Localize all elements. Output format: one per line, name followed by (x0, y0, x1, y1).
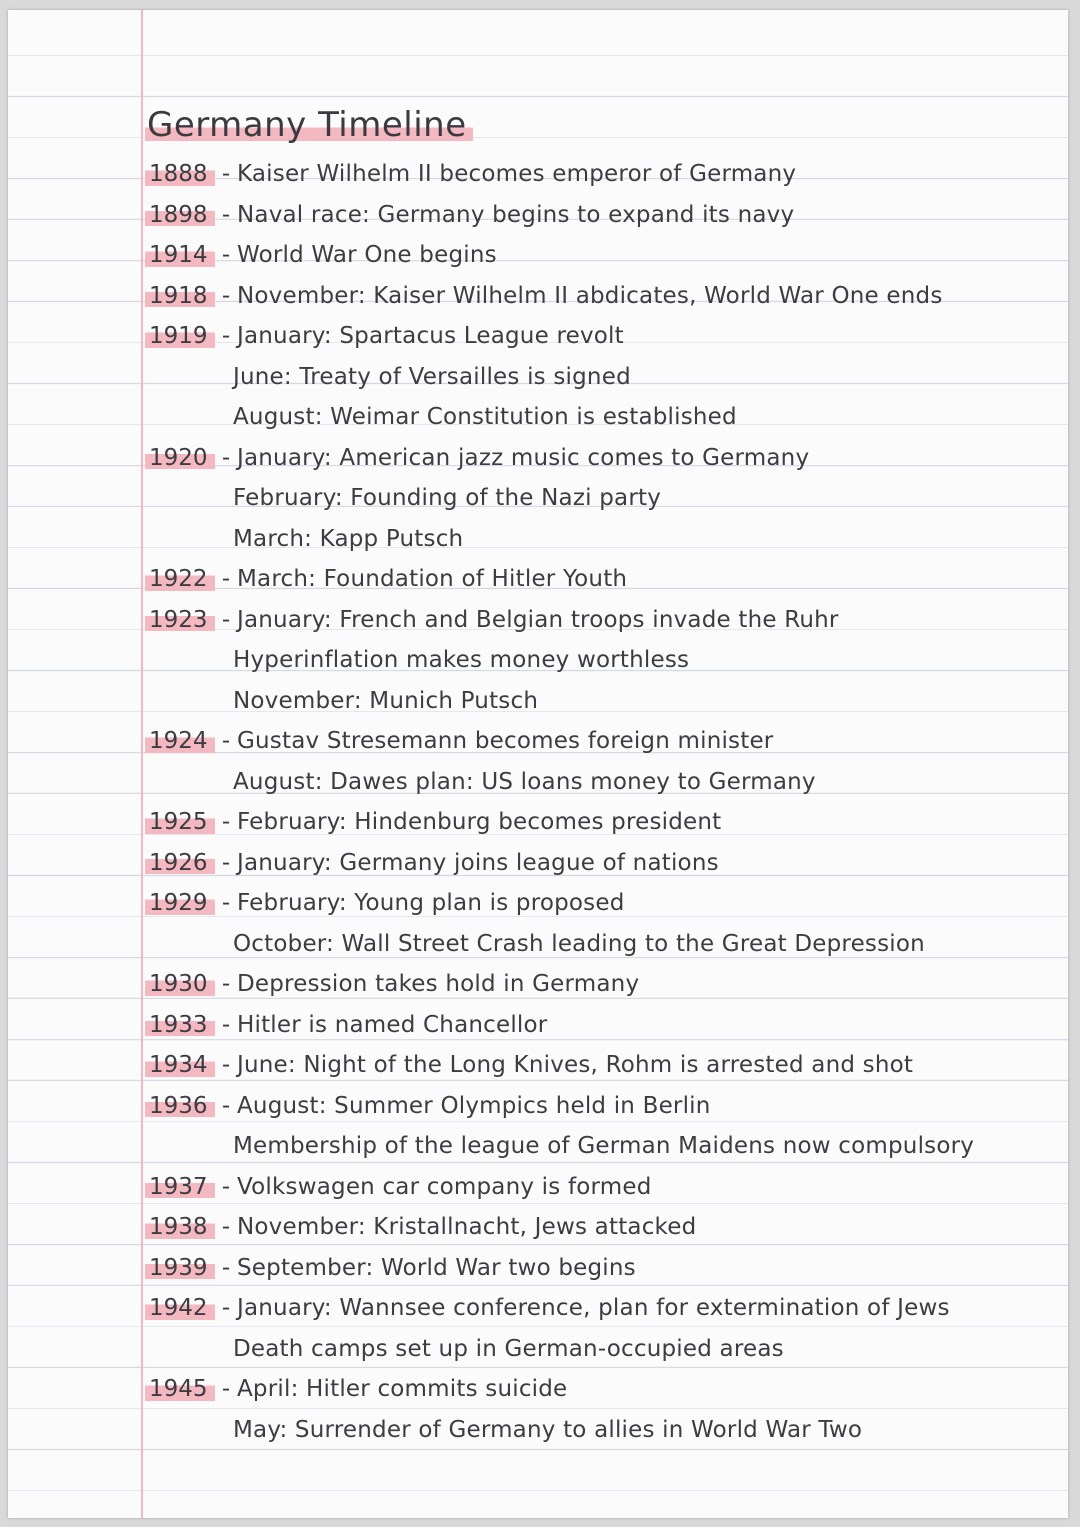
timeline-content (145, 102, 1060, 1450)
page-title: Germany Timeline (145, 102, 473, 148)
entry-dash: - (221, 323, 231, 349)
entry-text: June: Night of the Long Knives, Rohm is arrested and shot (237, 1052, 914, 1078)
entry-text: World War One begins (237, 242, 497, 268)
timeline-entry (145, 195, 1060, 236)
entry-dash: - (221, 1376, 231, 1402)
entry-dash: - (221, 1214, 231, 1240)
timeline-entry (145, 964, 1060, 1005)
timeline-entry (145, 1369, 1060, 1410)
timeline-entry (145, 559, 1060, 600)
timeline-list (145, 154, 1060, 1450)
entry-dash: - (221, 444, 231, 471)
timeline-entry (145, 357, 1060, 398)
entry-year: 1933 (145, 1005, 215, 1046)
timeline-entry (145, 843, 1060, 884)
entry-text: Membership of the league of German Maidens now compulsory (233, 1133, 975, 1159)
entry-text: September: World War two begins (237, 1254, 636, 1281)
margin-line (141, 10, 143, 1518)
entry-text: March: Foundation of Hitler Youth (237, 566, 628, 592)
entry-text: June: Treaty of Versailles is signed (233, 363, 631, 390)
entry-dash: - (221, 1011, 231, 1038)
entry-dash: - (221, 566, 231, 592)
entry-dash: - (221, 1052, 231, 1078)
entry-year: 1930 (145, 964, 215, 1005)
entry-text: January: Wannsee conference, plan for extermination of Jews (237, 1295, 950, 1321)
timeline-entry (145, 519, 1060, 560)
entry-dash: - (221, 242, 231, 268)
entry-text: November: Kristallnacht, Jews attacked (237, 1214, 697, 1240)
entry-year: 1937 (145, 1167, 215, 1208)
timeline-entry (145, 721, 1060, 762)
timeline-entry (145, 600, 1060, 641)
entry-dash: - (221, 1254, 231, 1281)
timeline-entry (145, 1086, 1060, 1127)
entry-dash: - (221, 809, 231, 835)
entry-text: Hyperinflation makes money worthless (233, 647, 690, 673)
timeline-entry (145, 397, 1060, 438)
entry-dash: - (221, 971, 231, 997)
timeline-entry (145, 762, 1060, 803)
entry-dash: - (221, 161, 231, 187)
entry-year: 1939 (145, 1248, 215, 1289)
timeline-entry (145, 1167, 1060, 1208)
entry-dash: - (221, 201, 231, 228)
entry-year: 1898 (145, 195, 215, 236)
entry-text: August: Dawes plan: US loans money to Germany (233, 768, 816, 795)
entry-text: November: Munich Putsch (233, 687, 539, 714)
entry-dash: - (221, 606, 231, 633)
entry-dash: - (221, 282, 231, 309)
entry-dash: - (221, 1173, 231, 1200)
entry-text: February: Young plan is proposed (237, 890, 625, 916)
entry-year: 1929 (145, 883, 215, 924)
entry-year: 1945 (145, 1369, 215, 1410)
entry-text: January: American jazz music comes to Germany (237, 444, 810, 471)
timeline-entry (145, 1410, 1060, 1451)
entry-year: 1925 (145, 802, 215, 843)
entry-year: 1926 (145, 843, 215, 884)
timeline-entry (145, 924, 1060, 965)
entry-year: 1922 (145, 559, 215, 600)
entry-year: 1914 (145, 235, 215, 276)
timeline-entry (145, 640, 1060, 681)
timeline-entry (145, 1329, 1060, 1370)
timeline-entry (145, 1126, 1060, 1167)
entry-text: Death camps set up in German-occupied areas (233, 1335, 784, 1362)
entry-year: 1938 (145, 1207, 215, 1248)
timeline-entry (145, 1207, 1060, 1248)
entry-dash: - (221, 849, 231, 876)
entry-text: January: Germany joins league of nations (237, 849, 719, 876)
entry-text: May: Surrender of Germany to allies in World War Two (233, 1416, 863, 1443)
timeline-entry (145, 681, 1060, 722)
timeline-entry (145, 1288, 1060, 1329)
entry-dash: - (221, 728, 231, 754)
entry-year: 1934 (145, 1045, 215, 1086)
entry-year: 1924 (145, 721, 215, 762)
entry-dash: - (221, 1092, 231, 1119)
timeline-entry (145, 438, 1060, 479)
entry-text: August: Weimar Constitution is established (233, 404, 737, 430)
entry-year: 1923 (145, 600, 215, 641)
timeline-entry (145, 235, 1060, 276)
entry-text: Depression takes hold in Germany (237, 971, 640, 997)
timeline-entry (145, 276, 1060, 317)
entry-year: 1920 (145, 438, 215, 479)
entry-text: March: Kapp Putsch (233, 525, 464, 552)
entry-text: February: Hindenburg becomes president (237, 809, 722, 835)
entry-year: 1919 (145, 316, 215, 357)
entry-text: Gustav Stresemann becomes foreign minister (237, 728, 774, 754)
entry-year: 1918 (145, 276, 215, 317)
entry-dash: - (221, 1295, 231, 1321)
timeline-entry (145, 316, 1060, 357)
entry-year: 1936 (145, 1086, 215, 1127)
entry-dash: - (221, 890, 231, 916)
entry-year: 1942 (145, 1288, 215, 1329)
timeline-entry (145, 478, 1060, 519)
entry-text: August: Summer Olympics held in Berlin (237, 1092, 711, 1119)
entry-year: 1888 (145, 154, 215, 195)
timeline-entry (145, 1005, 1060, 1046)
entry-text: February: Founding of the Nazi party (233, 485, 662, 511)
timeline-entry (145, 154, 1060, 195)
entry-text: Kaiser Wilhelm II becomes emperor of Germany (237, 161, 797, 187)
entry-text: January: Spartacus League revolt (237, 323, 624, 349)
entry-text: Hitler is named Chancellor (237, 1011, 548, 1038)
entry-text: November: Kaiser Wilhelm II abdicates, World War One ends (237, 282, 943, 309)
entry-text: October: Wall Street Crash leading to the Great Depression (233, 930, 925, 957)
entry-text: Volkswagen car company is formed (237, 1173, 652, 1200)
entry-text: April: Hitler commits suicide (237, 1376, 568, 1402)
timeline-entry (145, 1248, 1060, 1289)
timeline-entry (145, 883, 1060, 924)
timeline-entry (145, 802, 1060, 843)
timeline-entry (145, 1045, 1060, 1086)
entry-text: January: French and Belgian troops invade the Ruhr (237, 606, 839, 633)
entry-text: Naval race: Germany begins to expand its navy (237, 201, 795, 228)
notebook-page (8, 10, 1068, 1518)
